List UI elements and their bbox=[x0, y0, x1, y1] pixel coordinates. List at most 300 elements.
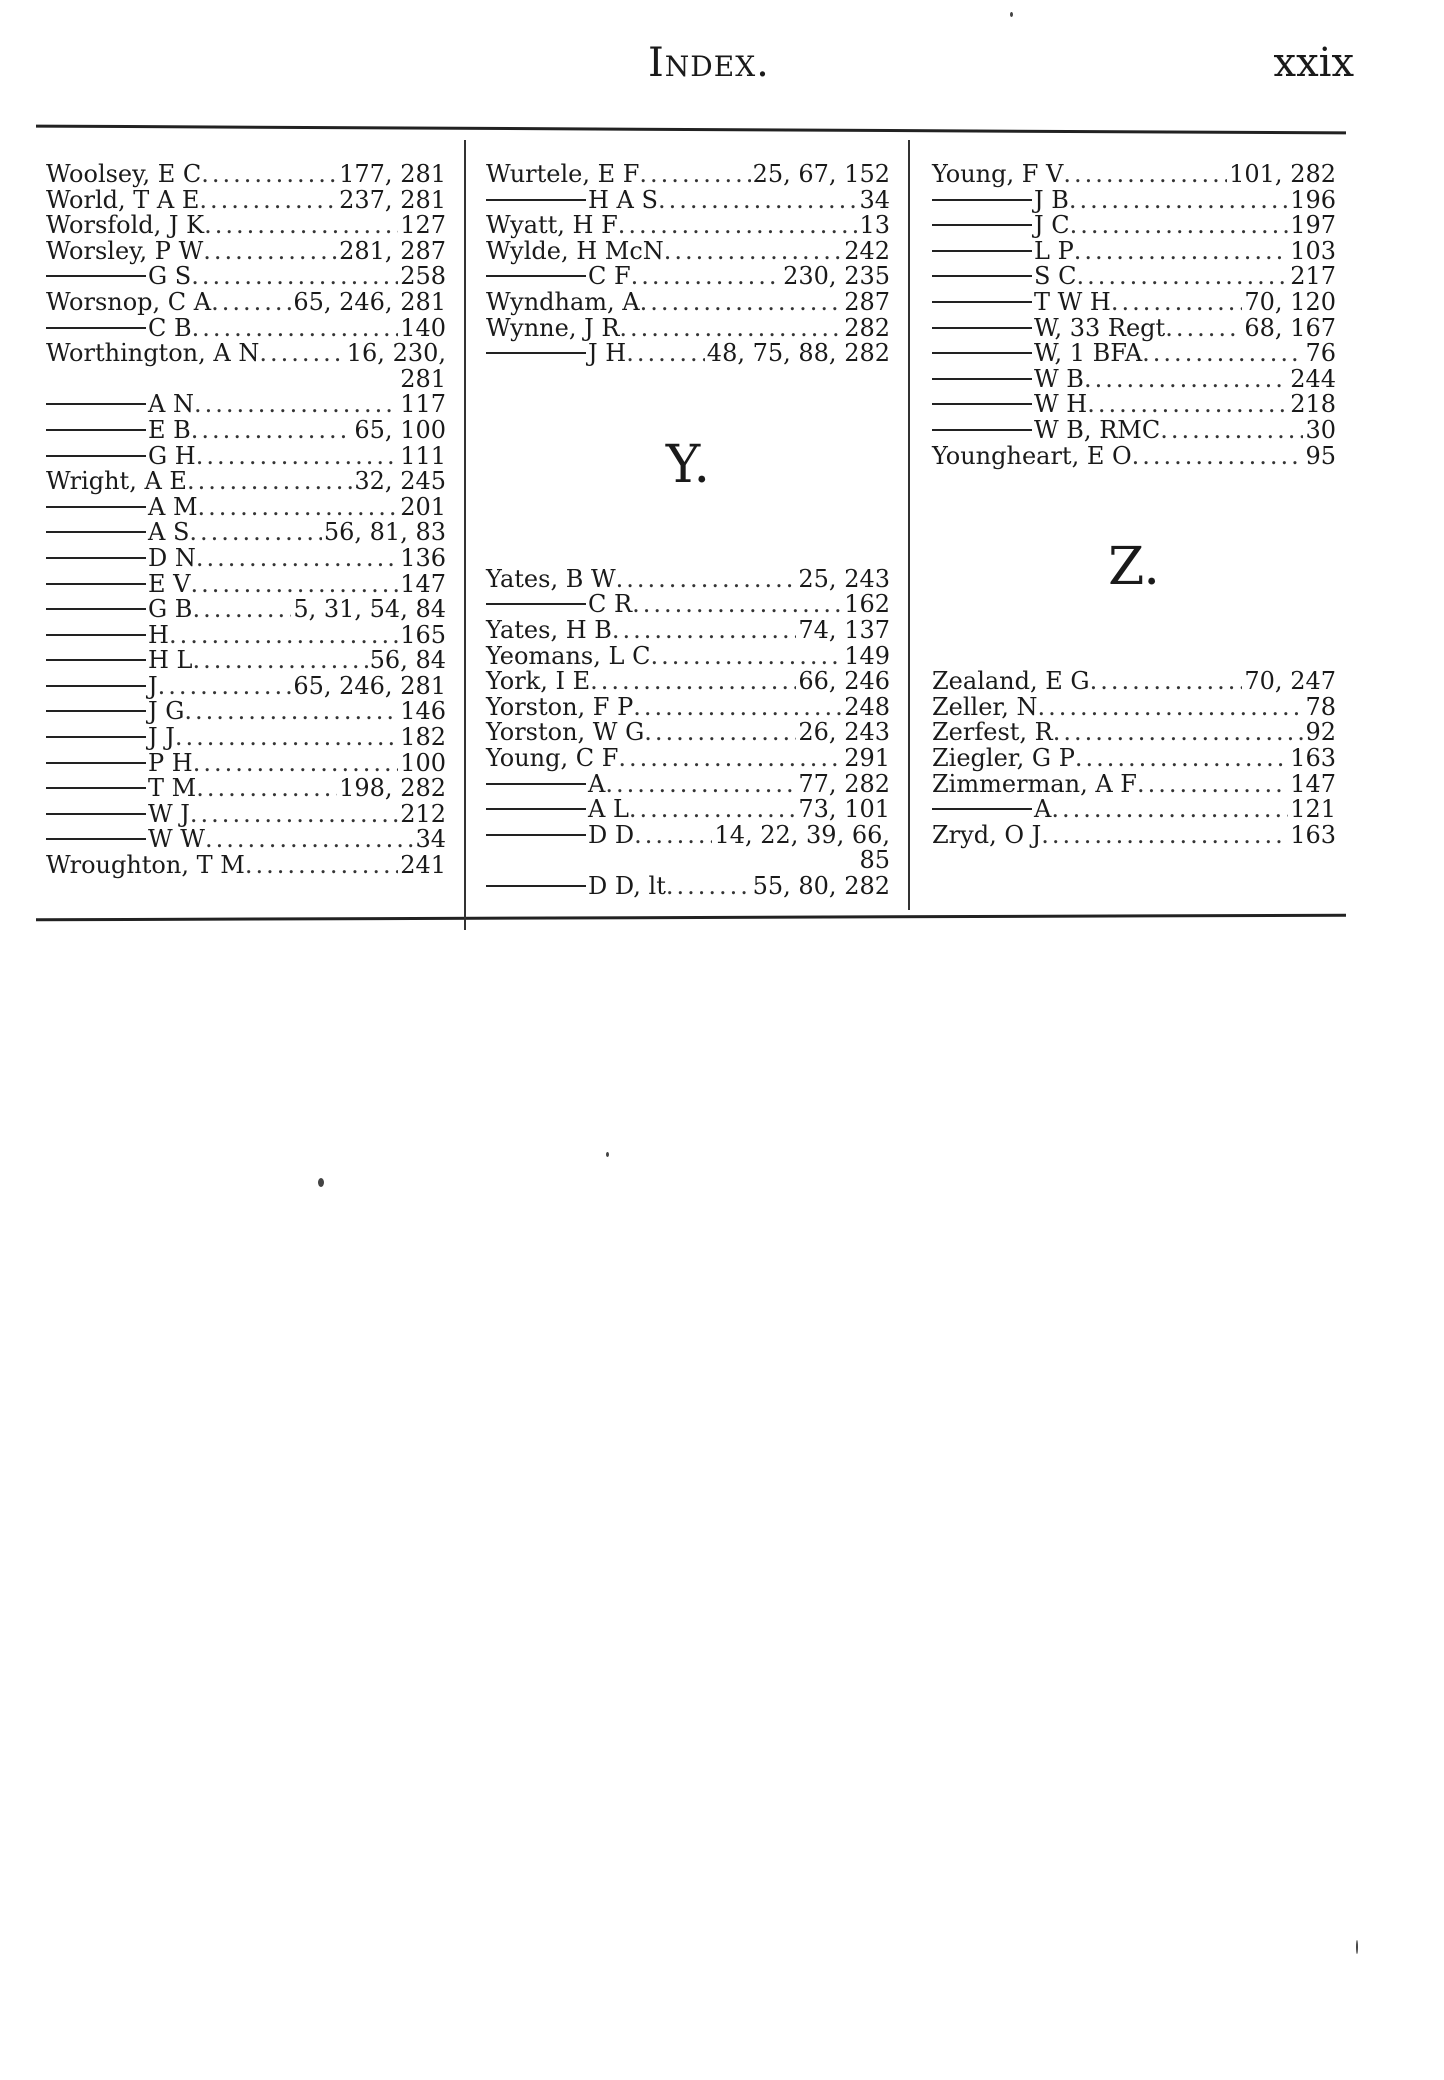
entry-pages: 48, 75, 88, 282 bbox=[706, 339, 890, 368]
entry-name: C B bbox=[148, 313, 192, 342]
dot-leader bbox=[1160, 418, 1303, 444]
entry-pages-continued: 85 bbox=[859, 846, 890, 875]
entry-pages: 73, 101 bbox=[798, 795, 890, 824]
ink-speck bbox=[1356, 1940, 1358, 1954]
entry-name: H bbox=[148, 620, 169, 649]
index-entry bbox=[486, 692, 890, 721]
ditto-dash bbox=[932, 275, 1032, 277]
ditto-dash bbox=[932, 352, 1032, 354]
page-number: xxix bbox=[1273, 40, 1354, 86]
index-entry bbox=[932, 287, 1336, 316]
ditto-dash bbox=[46, 275, 146, 277]
dot-leader bbox=[612, 618, 796, 644]
dot-leader bbox=[605, 772, 796, 798]
ditto-dash bbox=[486, 603, 586, 605]
index-entry bbox=[46, 725, 446, 751]
entry-name: J J bbox=[148, 723, 175, 752]
section-letter-heading: Y. bbox=[665, 434, 711, 495]
entry-name: Young, C F bbox=[486, 743, 619, 772]
index-entry bbox=[486, 564, 890, 593]
entry-pages: 13 bbox=[859, 211, 890, 240]
ditto-dash bbox=[932, 808, 1032, 810]
entry-name: Zryd, O J bbox=[932, 820, 1042, 849]
entry-name: York, I E bbox=[486, 667, 591, 696]
entry-name: Worsley, P W bbox=[46, 236, 204, 265]
entry-pages: 201 bbox=[400, 492, 446, 521]
entry-name: W B, RMC bbox=[1034, 415, 1161, 444]
entry-pages: 163 bbox=[1290, 820, 1336, 849]
dot-leader bbox=[639, 162, 750, 188]
ditto-dash bbox=[486, 199, 586, 201]
entry-pages: 56, 81, 83 bbox=[323, 518, 446, 547]
entry-name: Wyatt, H F bbox=[486, 211, 618, 240]
entry-name: G H bbox=[148, 441, 196, 470]
ditto-dash bbox=[46, 327, 146, 329]
entry-pages: 281, 287 bbox=[339, 236, 446, 265]
dot-leader bbox=[640, 290, 843, 316]
entry-name: Wynne, J R bbox=[486, 313, 620, 342]
entry-name: Zeller, N bbox=[932, 692, 1038, 721]
page-title: Index. bbox=[648, 40, 770, 86]
entry-pages: 14, 22, 39, 66, bbox=[714, 820, 890, 849]
index-entry bbox=[486, 313, 890, 342]
index-entry bbox=[46, 185, 446, 214]
ditto-dash bbox=[932, 301, 1032, 303]
ditto-dash bbox=[486, 352, 586, 354]
entry-pages: 32, 245 bbox=[354, 467, 446, 496]
index-entry bbox=[46, 492, 446, 521]
ditto-dash bbox=[46, 429, 146, 431]
entry-name: Worthington, A N bbox=[46, 339, 260, 368]
dot-leader bbox=[190, 572, 398, 598]
dot-leader bbox=[590, 669, 796, 695]
entry-name: A bbox=[1034, 795, 1052, 824]
entry-name: Zimmerman, A F bbox=[932, 769, 1137, 798]
entry-name: S C bbox=[1034, 262, 1077, 291]
entry-name: C F bbox=[588, 262, 631, 291]
index-entry bbox=[486, 162, 890, 188]
ditto-dash bbox=[486, 834, 586, 836]
index-entry bbox=[46, 671, 446, 700]
dot-leader bbox=[175, 725, 398, 751]
index-entry bbox=[932, 313, 1336, 342]
entry-pages: 55, 80, 282 bbox=[752, 871, 890, 900]
entry-pages: 291 bbox=[844, 743, 890, 772]
index-column-3 bbox=[932, 162, 1336, 848]
dot-leader bbox=[1084, 367, 1288, 393]
page-header bbox=[0, 40, 1444, 100]
entry-pages: 74, 137 bbox=[798, 615, 890, 644]
entry-name: Youngheart, E O bbox=[932, 441, 1132, 470]
dot-leader bbox=[193, 648, 368, 674]
dot-leader bbox=[1041, 823, 1288, 849]
entry-pages: 111 bbox=[400, 441, 446, 470]
dot-leader bbox=[618, 746, 842, 772]
index-entry bbox=[46, 853, 446, 879]
entry-name: J C bbox=[1034, 211, 1070, 240]
entry-name: H L bbox=[148, 646, 193, 675]
entry-name: A N bbox=[148, 390, 194, 419]
entry-pages-continued: 281 bbox=[400, 364, 446, 393]
ditto-dash bbox=[932, 224, 1032, 226]
dot-leader bbox=[1132, 444, 1304, 470]
entry-name: D D bbox=[588, 820, 635, 849]
index-entry bbox=[932, 720, 1336, 746]
index-entry bbox=[46, 162, 446, 188]
entry-name: W H bbox=[1034, 390, 1088, 419]
index-entry bbox=[486, 769, 890, 798]
index-entry bbox=[932, 441, 1336, 470]
entry-pages: 287 bbox=[844, 287, 890, 316]
entry-pages: 16, 230, bbox=[346, 339, 446, 368]
index-entry bbox=[486, 592, 890, 618]
ditto-dash bbox=[46, 634, 146, 636]
index-entry bbox=[46, 827, 446, 853]
dot-leader bbox=[1069, 188, 1288, 214]
entry-pages: 101, 282 bbox=[1229, 160, 1336, 188]
index-entry bbox=[932, 162, 1336, 188]
entry-pages: 68, 167 bbox=[1244, 313, 1336, 342]
index-entry bbox=[486, 615, 890, 644]
index-entry bbox=[932, 364, 1336, 393]
entry-name: Yeomans, L C bbox=[486, 641, 651, 670]
index-entry bbox=[46, 799, 446, 828]
entry-name: W, 33 Regt bbox=[1034, 313, 1166, 342]
entry-pages: 197 bbox=[1290, 211, 1336, 240]
dot-leader bbox=[169, 623, 398, 649]
dot-leader bbox=[204, 213, 398, 239]
index-entry bbox=[46, 748, 446, 777]
index-entry bbox=[46, 569, 446, 598]
entry-name: Yorston, F P bbox=[486, 692, 634, 721]
entry-pages: 165 bbox=[400, 620, 446, 649]
entry-pages: 248 bbox=[844, 692, 890, 721]
entry-pages: 76 bbox=[1305, 339, 1336, 368]
ditto-dash bbox=[46, 787, 146, 789]
top-rule bbox=[36, 125, 1346, 135]
entry-pages: 100 bbox=[400, 748, 446, 777]
entry-pages: 198, 282 bbox=[339, 774, 446, 803]
entry-name: Worsfold, J K bbox=[46, 211, 205, 240]
entry-pages: 147 bbox=[400, 569, 446, 598]
dot-leader bbox=[187, 469, 352, 495]
column-divider-2 bbox=[908, 140, 910, 910]
index-entry bbox=[46, 287, 446, 316]
dot-leader bbox=[618, 213, 858, 239]
index-entry bbox=[46, 776, 446, 802]
entry-name: Zerfest, R bbox=[932, 718, 1053, 747]
dot-leader bbox=[191, 264, 398, 290]
index-entry bbox=[486, 797, 890, 823]
ink-speck bbox=[318, 1178, 324, 1187]
entry-name: Yorston, W G bbox=[486, 718, 645, 747]
entry-name: A M bbox=[148, 492, 198, 521]
dot-leader bbox=[211, 290, 291, 316]
dot-leader bbox=[245, 853, 398, 879]
dot-leader bbox=[1111, 290, 1243, 316]
entry-name: J B bbox=[1034, 185, 1069, 214]
ditto-dash bbox=[932, 250, 1032, 252]
entry-name: World, T A E bbox=[46, 185, 200, 214]
ditto-dash bbox=[46, 403, 146, 405]
dot-leader bbox=[1076, 264, 1288, 290]
entry-pages: 78 bbox=[1305, 692, 1336, 721]
dot-leader bbox=[201, 162, 337, 188]
entry-pages: 149 bbox=[844, 641, 890, 670]
entry-name: T W H bbox=[1034, 287, 1111, 316]
dot-leader bbox=[158, 674, 292, 700]
dot-leader bbox=[198, 495, 399, 521]
entry-pages: 34 bbox=[415, 825, 446, 854]
ditto-dash bbox=[46, 659, 146, 661]
index-entry bbox=[486, 236, 890, 265]
ditto-dash bbox=[46, 762, 146, 764]
entry-pages: 56, 84 bbox=[369, 646, 446, 675]
entry-pages: 196 bbox=[1290, 185, 1336, 214]
entry-name: Ziegler, G P bbox=[932, 743, 1075, 772]
dot-leader bbox=[616, 567, 797, 593]
entry-pages: 5, 31, 54, 84 bbox=[293, 595, 446, 624]
entry-name: Young, F V bbox=[932, 160, 1064, 188]
entry-pages: 26, 243 bbox=[798, 718, 890, 747]
index-entry bbox=[932, 392, 1336, 418]
index-entry bbox=[46, 236, 446, 265]
dot-leader bbox=[1074, 239, 1288, 265]
entry-pages: 70, 120 bbox=[1244, 287, 1336, 316]
dot-leader bbox=[650, 644, 842, 670]
dot-leader bbox=[1142, 341, 1303, 367]
entry-name: G B bbox=[148, 595, 193, 624]
entry-name: Yates, B W bbox=[486, 564, 616, 593]
entry-name: W W bbox=[148, 825, 205, 854]
dot-leader bbox=[196, 444, 398, 470]
dot-leader bbox=[664, 239, 842, 265]
ditto-dash bbox=[46, 557, 146, 559]
entry-name: J H bbox=[588, 339, 627, 368]
ditto-dash bbox=[46, 531, 146, 533]
entry-name: W B bbox=[1034, 364, 1084, 393]
entry-pages: 117 bbox=[400, 390, 446, 419]
ditto-dash bbox=[932, 403, 1032, 405]
entry-pages: 217 bbox=[1290, 262, 1336, 291]
dot-leader bbox=[631, 264, 781, 290]
dot-leader bbox=[192, 316, 399, 342]
ditto-dash bbox=[46, 838, 146, 840]
dot-leader bbox=[205, 827, 413, 853]
ditto-dash bbox=[46, 736, 146, 738]
entry-name: Zealand, E G bbox=[932, 667, 1090, 696]
index-entry bbox=[46, 313, 446, 342]
entry-pages: 95 bbox=[1305, 441, 1336, 470]
dot-leader bbox=[619, 316, 842, 342]
dot-leader bbox=[193, 751, 398, 777]
entry-name: J bbox=[148, 671, 158, 700]
index-entry bbox=[486, 820, 890, 849]
index-entry bbox=[932, 185, 1336, 214]
entry-pages: 237, 281 bbox=[339, 185, 446, 214]
ditto-dash bbox=[486, 275, 586, 277]
dot-leader bbox=[626, 341, 705, 367]
index-entry bbox=[932, 264, 1336, 290]
entry-pages: 182 bbox=[400, 723, 446, 752]
dot-leader bbox=[1087, 392, 1288, 418]
section-letter-heading: Z. bbox=[1108, 537, 1160, 598]
ditto-dash bbox=[46, 813, 146, 815]
dot-leader bbox=[184, 699, 398, 725]
entry-pages: 241 bbox=[400, 851, 446, 880]
entry-pages: 177, 281 bbox=[339, 160, 446, 188]
ditto-dash bbox=[486, 808, 586, 810]
index-entry bbox=[932, 769, 1336, 798]
entry-name: L P bbox=[1034, 236, 1074, 265]
ditto-dash bbox=[932, 327, 1032, 329]
dot-leader bbox=[199, 188, 337, 214]
ditto-dash bbox=[932, 199, 1032, 201]
entry-pages: 70, 247 bbox=[1244, 667, 1336, 696]
ditto-dash bbox=[46, 506, 146, 508]
ditto-dash bbox=[46, 455, 146, 457]
dot-leader bbox=[1051, 797, 1288, 823]
entry-pages: 244 bbox=[1290, 364, 1336, 393]
index-entry bbox=[46, 597, 446, 623]
index-entry bbox=[932, 341, 1336, 367]
entry-name: P H bbox=[148, 748, 193, 777]
index-entry bbox=[46, 699, 446, 725]
entry-pages: 66, 246 bbox=[798, 667, 890, 696]
dot-leader bbox=[644, 720, 796, 746]
ditto-dash bbox=[46, 710, 146, 712]
entry-name: A bbox=[588, 769, 606, 798]
index-column-2 bbox=[486, 162, 890, 899]
entry-pages: 77, 282 bbox=[798, 769, 890, 798]
entry-pages: 282 bbox=[844, 313, 890, 342]
dot-leader bbox=[658, 188, 857, 214]
entry-name: A L bbox=[588, 795, 629, 824]
dot-leader bbox=[629, 797, 796, 823]
index-entry bbox=[46, 341, 446, 367]
dot-leader bbox=[1070, 213, 1289, 239]
dot-leader bbox=[634, 823, 712, 849]
ditto-dash bbox=[486, 783, 586, 785]
index-entry bbox=[46, 441, 446, 470]
index-entry bbox=[46, 392, 446, 418]
index-entry bbox=[46, 620, 446, 649]
entry-name: D N bbox=[148, 543, 196, 572]
dot-leader bbox=[1075, 746, 1288, 772]
entry-name: Yates, H B bbox=[486, 615, 612, 644]
entry-pages: 147 bbox=[1290, 769, 1336, 798]
entry-pages: 163 bbox=[1290, 743, 1336, 772]
index-entry bbox=[46, 520, 446, 546]
entry-name: W, 1 BFA bbox=[1034, 339, 1143, 368]
entry-pages: 30 bbox=[1305, 415, 1336, 444]
entry-pages: 146 bbox=[400, 697, 446, 726]
dot-leader bbox=[259, 341, 344, 367]
index-entry bbox=[486, 669, 890, 695]
ditto-dash bbox=[46, 608, 146, 610]
entry-pages: 140 bbox=[400, 313, 446, 342]
ditto-dash bbox=[932, 378, 1032, 380]
entry-pages: 136 bbox=[400, 543, 446, 572]
entry-pages: 65, 246, 281 bbox=[293, 287, 446, 316]
entry-name: C R bbox=[588, 590, 633, 619]
index-entry bbox=[486, 871, 890, 900]
dot-leader bbox=[1165, 316, 1242, 342]
entry-name: J G bbox=[148, 697, 185, 726]
dot-leader bbox=[632, 592, 842, 618]
entry-name: H A S bbox=[588, 185, 658, 214]
index-entry bbox=[486, 213, 890, 239]
index-entry bbox=[932, 669, 1336, 695]
entry-name: A S bbox=[148, 518, 190, 547]
index-column-1 bbox=[46, 162, 446, 879]
entry-name: E V bbox=[148, 569, 191, 598]
dot-leader bbox=[189, 520, 321, 546]
index-entry bbox=[486, 185, 890, 214]
column-divider-1 bbox=[464, 140, 466, 930]
entry-pages: 34 bbox=[859, 185, 890, 214]
index-entry bbox=[486, 264, 890, 290]
index-entry bbox=[486, 341, 890, 367]
bottom-rule bbox=[36, 914, 1346, 922]
index-entry bbox=[46, 469, 446, 495]
entry-pages: 65, 246, 281 bbox=[293, 671, 446, 700]
index-entry bbox=[932, 213, 1336, 239]
entry-pages: 258 bbox=[400, 262, 446, 291]
entry-pages: 92 bbox=[1305, 718, 1336, 747]
index-entry bbox=[932, 415, 1336, 444]
entry-pages: 218 bbox=[1290, 390, 1336, 419]
entry-pages: 25, 67, 152 bbox=[752, 160, 890, 188]
index-entry bbox=[932, 236, 1336, 265]
ditto-dash bbox=[46, 583, 146, 585]
entry-name: W J bbox=[148, 799, 190, 828]
entry-name: Wylde, H McN bbox=[486, 236, 664, 265]
dot-leader bbox=[1063, 162, 1227, 188]
entry-pages: 127 bbox=[400, 211, 446, 240]
entry-pages: 212 bbox=[400, 799, 446, 828]
entry-name: Worsnop, C A bbox=[46, 287, 212, 316]
ink-speck bbox=[1010, 12, 1013, 17]
dot-leader bbox=[666, 874, 751, 900]
index-entry bbox=[932, 692, 1336, 721]
entry-pages: 25, 243 bbox=[798, 564, 890, 593]
index-entry bbox=[932, 743, 1336, 772]
dot-leader bbox=[190, 802, 398, 828]
index-entry bbox=[486, 287, 890, 316]
dot-leader bbox=[194, 392, 398, 418]
index-entry bbox=[46, 264, 446, 290]
entry-name: Wurtele, E F bbox=[486, 160, 640, 188]
ditto-dash bbox=[46, 685, 146, 687]
entry-name: Woolsey, E C bbox=[46, 160, 202, 188]
dot-leader bbox=[191, 418, 353, 444]
ditto-dash bbox=[932, 429, 1032, 431]
index-entry bbox=[46, 543, 446, 572]
index-entry bbox=[486, 743, 890, 772]
index-entry bbox=[486, 641, 890, 670]
entry-name: E B bbox=[148, 415, 191, 444]
entry-name: Wright, A E bbox=[46, 467, 187, 496]
index-entry bbox=[46, 415, 446, 444]
entry-name: T M bbox=[148, 774, 197, 803]
dot-leader bbox=[1053, 720, 1304, 746]
entry-pages: 162 bbox=[844, 590, 890, 619]
dot-leader bbox=[1038, 695, 1304, 721]
dot-leader bbox=[1137, 772, 1288, 798]
index-entry bbox=[932, 797, 1336, 823]
index-entry bbox=[46, 213, 446, 239]
